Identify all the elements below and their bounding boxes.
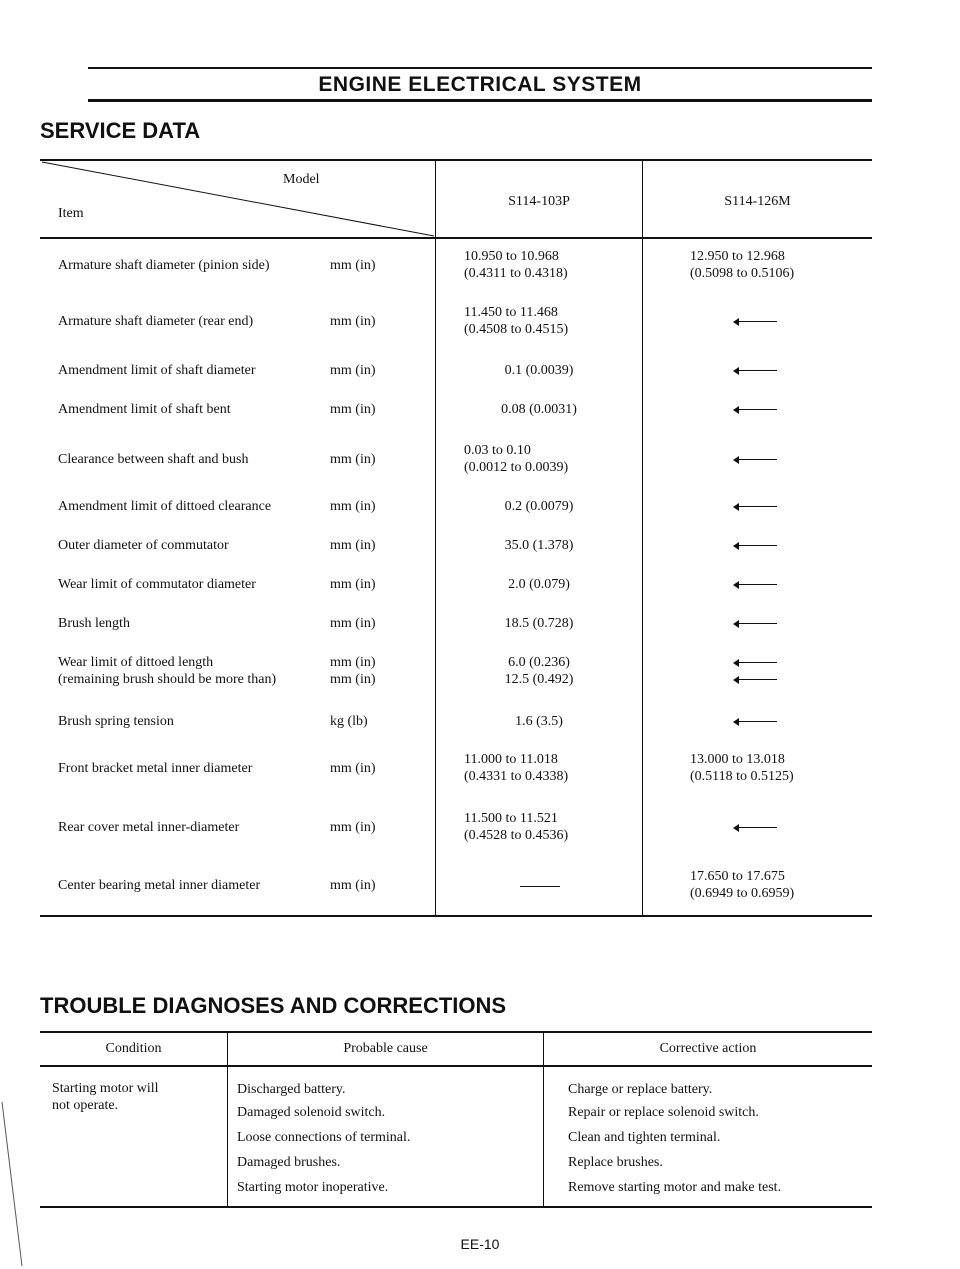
top-rule	[88, 67, 872, 69]
row-value-S114-103P: 18.5 (0.728)	[504, 616, 574, 631]
row-value-S114-103P: 11.450 to 11.468	[464, 305, 558, 320]
row-value-S114-103P: 2.0 (0.079)	[508, 577, 570, 592]
page-number: EE-10	[460, 1236, 500, 1252]
row-value-S114-103P: (0.4528 to 0.4536)	[464, 828, 569, 843]
row-unit: kg (lb)	[330, 714, 368, 729]
corrective-action-item: Repair or replace solenoid switch.	[568, 1105, 759, 1120]
item-label: Item	[58, 206, 84, 221]
row-value-S114-103P: 11.000 to 11.018	[464, 752, 558, 767]
column-header-condition: Condition	[105, 1041, 162, 1056]
row-value-S114-126M: (0.5118 to 0.5125)	[690, 769, 794, 784]
scan-margin-line	[0, 1100, 30, 1269]
row-unit: mm (in)	[330, 538, 376, 553]
row-item-label: Front bracket metal inner diameter	[58, 761, 253, 776]
row-value-S114-103P: 35.0 (1.378)	[504, 538, 574, 553]
probable-cause-item: Discharged battery.	[237, 1082, 346, 1097]
row-unit: mm (in)	[330, 363, 376, 378]
row-unit: mm (in)	[330, 655, 376, 670]
probable-cause-item: Damaged brushes.	[237, 1155, 341, 1170]
trouble-bottom-rule	[40, 1206, 872, 1208]
row-item-label: Wear limit of dittoed length	[58, 655, 214, 670]
row-item-label: Rear cover metal inner-diameter	[58, 820, 240, 835]
probable-cause-item: Starting motor inoperative.	[237, 1180, 389, 1195]
ditto-arrow-icon	[733, 659, 777, 667]
row-unit: mm (in)	[330, 616, 376, 631]
corrective-action-item: Charge or replace battery.	[568, 1082, 713, 1097]
row-value-S114-103P: 0.03 to 0.10	[464, 443, 531, 458]
title-underline	[88, 99, 872, 102]
trouble-divider-1	[227, 1032, 228, 1206]
ditto-arrow-icon	[733, 318, 777, 326]
corrective-action-item: Replace brushes.	[568, 1155, 663, 1170]
ditto-arrow-icon	[733, 367, 777, 375]
row-value-S114-126M: 12.950 to 12.968	[690, 249, 785, 264]
row-unit: mm (in)	[330, 258, 376, 273]
ditto-arrow-icon	[733, 824, 777, 832]
row-value-S114-126M: 13.000 to 13.018	[690, 752, 785, 767]
column-header-probable-cause: Probable cause	[343, 1041, 428, 1056]
ditto-arrow-icon	[733, 456, 777, 464]
row-value-S114-103P: (0.4331 to 0.4338)	[464, 769, 569, 784]
row-unit: mm (in)	[330, 452, 376, 467]
row-unit: mm (in)	[330, 314, 376, 329]
ditto-arrow-icon	[733, 542, 777, 550]
row-value-S114-126M: (0.5098 to 0.5106)	[690, 266, 795, 281]
ditto-arrow-icon	[733, 718, 777, 726]
ditto-arrow-icon	[733, 503, 777, 511]
row-value-S114-103P: (0.0012 to 0.0039)	[464, 460, 569, 475]
model-label: Model	[283, 172, 320, 187]
corrective-action-item: Remove starting motor and make test.	[568, 1180, 782, 1195]
corrective-action-item: Clean and tighten terminal.	[568, 1130, 721, 1145]
section-heading-trouble: TROUBLE DIAGNOSES AND CORRECTIONS	[40, 993, 507, 1018]
row-item-label: Armature shaft diameter (rear end)	[58, 314, 254, 329]
row-value-S114-103P: 0.08 (0.0031)	[501, 402, 577, 417]
row-value-S114-103P: 1.6 (3.5)	[515, 714, 563, 729]
row-item-label: Brush length	[58, 616, 130, 631]
condition-text: Starting motor will	[52, 1081, 159, 1096]
row-value-S114-103P: 6.0 (0.236)	[508, 655, 570, 670]
page-title: ENGINE ELECTRICAL SYSTEM	[318, 73, 642, 96]
row-unit: mm (in)	[330, 499, 376, 514]
row-value-S114-103P: 12.5 (0.492)	[504, 672, 574, 687]
row-unit: mm (in)	[330, 672, 376, 687]
condition-text: not operate.	[52, 1098, 119, 1113]
row-item-label: Amendment limit of shaft diameter	[58, 363, 256, 378]
header-diagonal-line	[40, 160, 436, 238]
row-unit: mm (in)	[330, 761, 376, 776]
row-value-S114-103P: 11.500 to 11.521	[464, 811, 558, 826]
row-item-label: Clearance between shaft and bush	[58, 452, 249, 467]
row-item-label: (remaining brush should be more than)	[58, 672, 277, 687]
trouble-header-rule	[40, 1065, 872, 1067]
row-value-S114-103P: (0.4508 to 0.4515)	[464, 322, 569, 337]
row-item-label: Wear limit of commutator diameter	[58, 577, 256, 592]
model-column-header: S114-126M	[724, 194, 791, 209]
row-unit: mm (in)	[330, 820, 376, 835]
dash-mark	[520, 886, 560, 887]
probable-cause-item: Loose connections of terminal.	[237, 1130, 411, 1145]
table-divider-2	[642, 160, 643, 916]
row-item-label: Center bearing metal inner diameter	[58, 878, 261, 893]
row-value-S114-103P: 0.1 (0.0039)	[504, 363, 574, 378]
section-heading-service-data: SERVICE DATA	[40, 118, 201, 143]
row-item-label: Amendment limit of dittoed clearance	[58, 499, 272, 514]
row-value-S114-126M: 17.650 to 17.675	[690, 869, 785, 884]
ditto-arrow-icon	[733, 620, 777, 628]
row-value-S114-103P: 0.2 (0.0079)	[504, 499, 574, 514]
ditto-arrow-icon	[733, 676, 777, 684]
row-item-label: Brush spring tension	[58, 714, 174, 729]
row-unit: mm (in)	[330, 878, 376, 893]
row-item-label: Outer diameter of commutator	[58, 538, 229, 553]
row-unit: mm (in)	[330, 402, 376, 417]
model-column-header: S114-103P	[508, 194, 570, 209]
ditto-arrow-icon	[733, 581, 777, 589]
row-value-S114-126M: (0.6949 to 0.6959)	[690, 886, 795, 901]
row-unit: mm (in)	[330, 577, 376, 592]
trouble-top-rule	[40, 1031, 872, 1033]
trouble-divider-2	[543, 1032, 544, 1206]
row-item-label: Armature shaft diameter (pinion side)	[58, 258, 270, 273]
row-item-label: Amendment limit of shaft bent	[58, 402, 231, 417]
probable-cause-item: Damaged solenoid switch.	[237, 1105, 386, 1120]
row-value-S114-103P: 10.950 to 10.968	[464, 249, 559, 264]
ditto-arrow-icon	[733, 406, 777, 414]
table-bottom-rule	[40, 915, 872, 917]
row-value-S114-103P: (0.4311 to 0.4318)	[464, 266, 568, 281]
column-header-corrective-action: Corrective action	[659, 1041, 757, 1056]
